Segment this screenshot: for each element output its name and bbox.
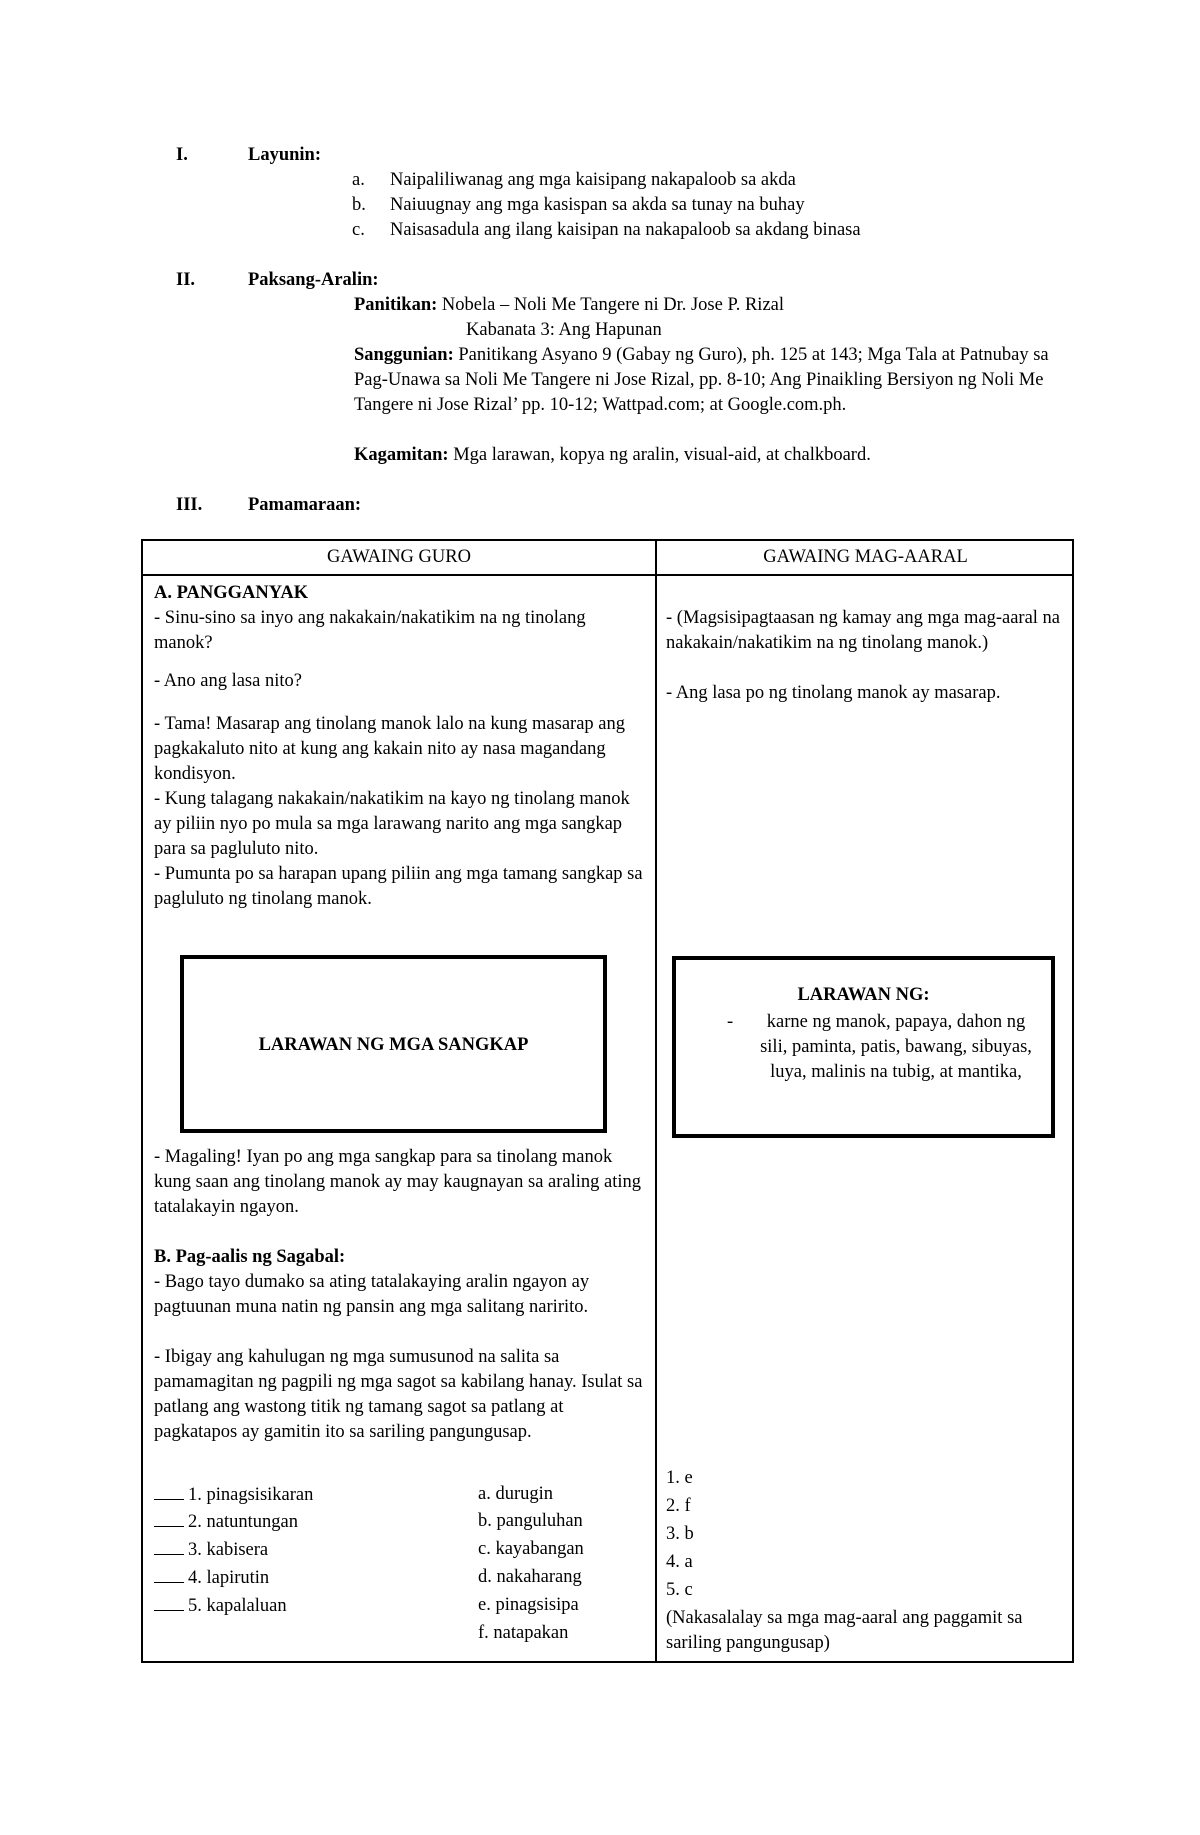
objective-letter: c. [352, 220, 365, 240]
answer-blank [154, 1537, 184, 1555]
sagabal-paragraph-1: - Bago tayo dumako sa ating tatalakaying aralin ngayon ay pagtuunan muna natin ng pansin ang mga salitang naririto. [154, 1272, 590, 1317]
objective-text: Naisasadula ang ilang kaisipan na nakapaloob sa akdang binasa [390, 220, 861, 240]
pangganyak-paragraph-2: - Kung talagang nakakain/nakatikim na kayo ng tinolang manok ay piliin nyo po mula sa mga larawang narito ang mga sangkap para sa pagluluto nito. [154, 789, 630, 859]
objective-text: Naipaliliwanag ang mga kaisipang nakapaloob sa akda [390, 170, 796, 190]
vocab-term: 1. pinagsisikaran [188, 1485, 314, 1505]
objective-text: Naiuugnay ang mga kasispan sa akda sa tunay na buhay [390, 195, 805, 215]
larawan-ng-frame [672, 956, 1055, 1138]
column-divider [655, 541, 657, 1661]
section-two-number: II. [176, 270, 196, 290]
pangganyak-paragraph-3: - Pumunta po sa harapan upang piliin ang mga tamang sangkap sa pagluluto ng tinolang manok. [154, 864, 643, 909]
answer-2: 2. f [666, 1496, 691, 1516]
larawan-ng-title: LARAWAN NG: [797, 985, 930, 1005]
pangganyak-question-2: - Ano ang lasa nito? [154, 671, 302, 691]
objective-letter: b. [352, 195, 366, 215]
section-two-title: Paksang-Aralin: [248, 270, 379, 290]
section-three-number: III. [176, 495, 203, 515]
vocab-term: 3. kabisera [188, 1540, 269, 1560]
kagamitan-value: Mga larawan, kopya ng aralin, visual-aid, at chalkboard. [448, 445, 871, 465]
vocab-term: 2. natuntungan [188, 1512, 298, 1532]
vocab-choice: b. panguluhan [478, 1511, 583, 1531]
pangganyak-title: A. PANGGANYAK [154, 583, 309, 603]
larawan-ng-items: karne ng manok, papaya, dahon ng sili, paminta, patis, bawang, sibuyas, luya, malinis na tubig, at mantika, [760, 1012, 1032, 1082]
pamamaraan-table [141, 539, 1074, 1663]
vocab-item-4 [154, 1565, 644, 1590]
vocab-choice: c. kayabangan [478, 1539, 584, 1559]
objective-a [352, 168, 796, 193]
answer-blank [154, 1593, 184, 1611]
vocab-choice: d. nakaharang [478, 1567, 582, 1587]
larawan-ng-bullet: - [727, 1012, 734, 1032]
sanggunian-paragraph [354, 343, 1074, 418]
section-one-number: I. [176, 145, 188, 165]
vocab-term: 4. lapirutin [188, 1568, 270, 1588]
student-response-2: - Ang lasa po ng tinolang manok ay masarap. [666, 683, 1001, 703]
pangganyak-question-1: - Sinu-sino sa inyo ang nakakain/nakatikim na ng tinolang manok? [154, 608, 586, 653]
sanggunian-value: Panitikang Asyano 9 (Gabay ng Guro), ph. 125 at 143; Mga Tala at Patnubay sa Pag-Unawa sa Noli Me Tangere ni Jose Rizal, pp. 8-10; Ang Pinaikling Bersiyon ng Noli Me Tangere ni Jose Rizal’ pp. 10-12; Wattpad.com; at Google.com.ph. [354, 345, 1049, 415]
answer-3: 3. b [666, 1524, 694, 1544]
panitikan-label: Panitikan: [354, 295, 438, 315]
panitikan-line [354, 293, 1074, 318]
sangkap-picture-label: LARAWAN NG MGA SANGKAP [258, 1035, 529, 1055]
objective-c [352, 218, 861, 243]
vocab-item-1 [154, 1482, 644, 1507]
kagamitan-label: Kagamitan: [354, 445, 449, 465]
objective-b [352, 193, 805, 218]
vocab-item-5 [154, 1593, 644, 1618]
answer-1: 1. e [666, 1468, 693, 1488]
vocab-item-2 [154, 1509, 644, 1534]
vocab-choice: a. durugin [478, 1484, 554, 1504]
answer-blank [154, 1565, 184, 1583]
pangganyak-paragraph-4: - Magaling! Iyan po ang mga sangkap para sa tinolang manok kung saan ang tinolang manok ay may kaugnayan sa araling ating tatalakayin ngayon. [154, 1147, 642, 1217]
kabanata-line: Kabanata 3: Ang Hapunan [466, 320, 662, 340]
answer-blank [154, 1509, 184, 1527]
answer-blank [154, 1482, 184, 1500]
vocab-choice: f. natapakan [478, 1623, 569, 1643]
sagabal-paragraph-2: - Ibigay ang kahulugan ng mga sumusunod na salita sa pamamagitan ng pagpili ng mga sagot sa kabilang hanay. Isulat sa patlang ang wastong titik ng tamang sagot sa patlang at pagkatapos ay gamitin ito sa sariling pangungusap. [154, 1347, 643, 1442]
section-one-title: Layunin: [248, 145, 322, 165]
header-gawaing-guro: GAWAING GURO [327, 547, 471, 567]
objective-letter: a. [352, 170, 365, 190]
kagamitan-line [354, 443, 1074, 468]
answer-note: (Nakasalalay sa mga mag-aaral ang paggamit sa sariling pangungusap) [666, 1608, 1023, 1653]
answer-4: 4. a [666, 1552, 693, 1572]
vocab-choice: e. pinagsisipa [478, 1595, 579, 1615]
pangganyak-paragraph-1: - Tama! Masarap ang tinolang manok lalo na kung masarap ang pagkakaluto nito at kung ang kakain nito ay nasa magandang kondisyon. [154, 714, 625, 784]
answer-5: 5. c [666, 1580, 693, 1600]
student-response-1: - (Magsisipagtaasan ng kamay ang mga mag-aaral na nakakain/nakatikim na ng tinolang manok.) [666, 608, 1061, 653]
vocab-item-6 [154, 1621, 644, 1646]
panitikan-value: Nobela – Noli Me Tangere ni Dr. Jose P. Rizal [437, 295, 785, 315]
vocab-item-3 [154, 1537, 644, 1562]
vocab-term: 5. kapalaluan [188, 1596, 287, 1616]
sagabal-title: B. Pag-aalis ng Sagabal: [154, 1247, 346, 1267]
header-divider [143, 574, 1072, 576]
sangkap-picture-frame [180, 955, 607, 1133]
section-three-title: Pamamaraan: [248, 495, 362, 515]
header-gawaing-mag-aaral: GAWAING MAG-AARAL [763, 547, 968, 567]
sanggunian-label: Sanggunian: [354, 345, 454, 365]
